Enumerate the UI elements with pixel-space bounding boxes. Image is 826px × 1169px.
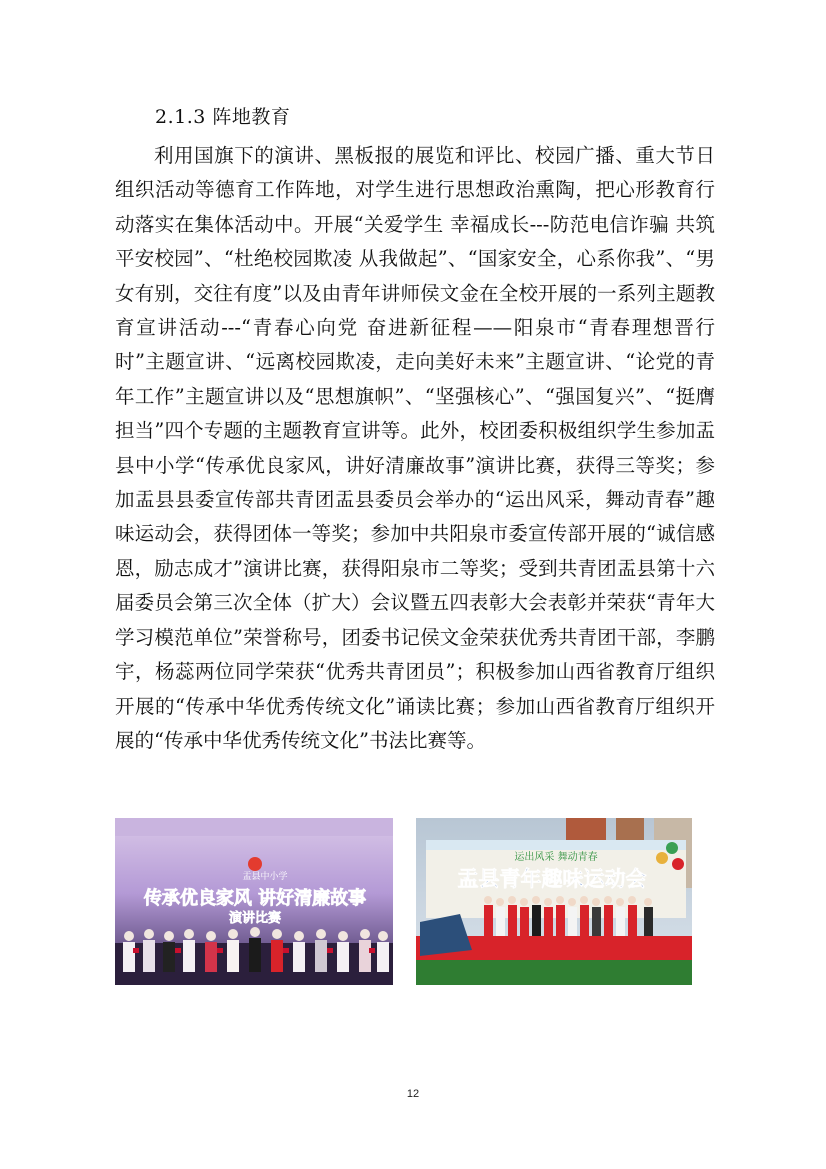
speech-contest-image — [115, 818, 393, 985]
page-number: 12 — [406, 1088, 420, 1100]
photo2-slogan: 运出风采 舞动青春 — [514, 852, 598, 863]
photo2-title: 盂县青年趣味运动会 — [457, 867, 647, 891]
section-heading: 2.1.3 阵地教育 — [155, 106, 291, 128]
speech-contest-photo — [115, 818, 393, 985]
photo1-line1: 盂县中小学 — [242, 872, 288, 882]
sports-meet-image — [416, 818, 692, 985]
photo1-line3: 演讲比赛 — [228, 911, 282, 926]
body-paragraph: 利用国旗下的演讲、黑板报的展览和评比、校园广播、重大节日组织活动等德育工作阵地，对学生进行思想政治熏陶，把心形教育行动落实在集体活动中。开展“关爱学生 幸福成长---防范电信诈骗 共筑平安校园”、“杜绝校园欺凌 从我做起”、“国家安全，心系你我”、“男女有别，交往有度”以及由青年讲师侯文金在全校开展的一系列主题教育宣讲活动---“青春心向党 奋进新征程——阳泉市“青春理想晋行时”主题宣讲、“远离校园欺凌，走向美好未来”主题宣讲、“论党的青年工作”主题宣讲以及“思想旗帜”、“坚强核心”、“强国复兴”、“挺膺担当”四个专题的主题教育宣讲等。此外，校团委积极组织学生参加盂县中小学“传承优良家风，讲好清廉故事”演讲比赛，获得三等奖；参加盂县县委宣传部共青团盂县委员会举办的“运出风采，舞动青春”趣味运动会，获得团体一等奖；参加中共阳泉市委宣传部开展的“诚信感恩，励志成才”演讲比赛，获得阳泉市二等奖；受到共青团盂县第十六届委员会第三次全体（扩大）会议暨五四表彰大会表彰并荣获“青年大学习模范单位”荣誉称号，团委书记侯文金荣获优秀共青团干部，李鹏宇，杨蕊两位同学荣获“优秀共青团员”；积极参加山西省教育厅组织开展的“传承中华优秀传统文化”诵读比赛；参加山西省教育厅组织开展的“传承中华优秀传统文化”书法比赛等。 — [115, 144, 715, 752]
sports-meet-photo — [416, 818, 692, 985]
photo1-line2: 传承优良家风 讲好清廉故事 — [143, 888, 367, 909]
